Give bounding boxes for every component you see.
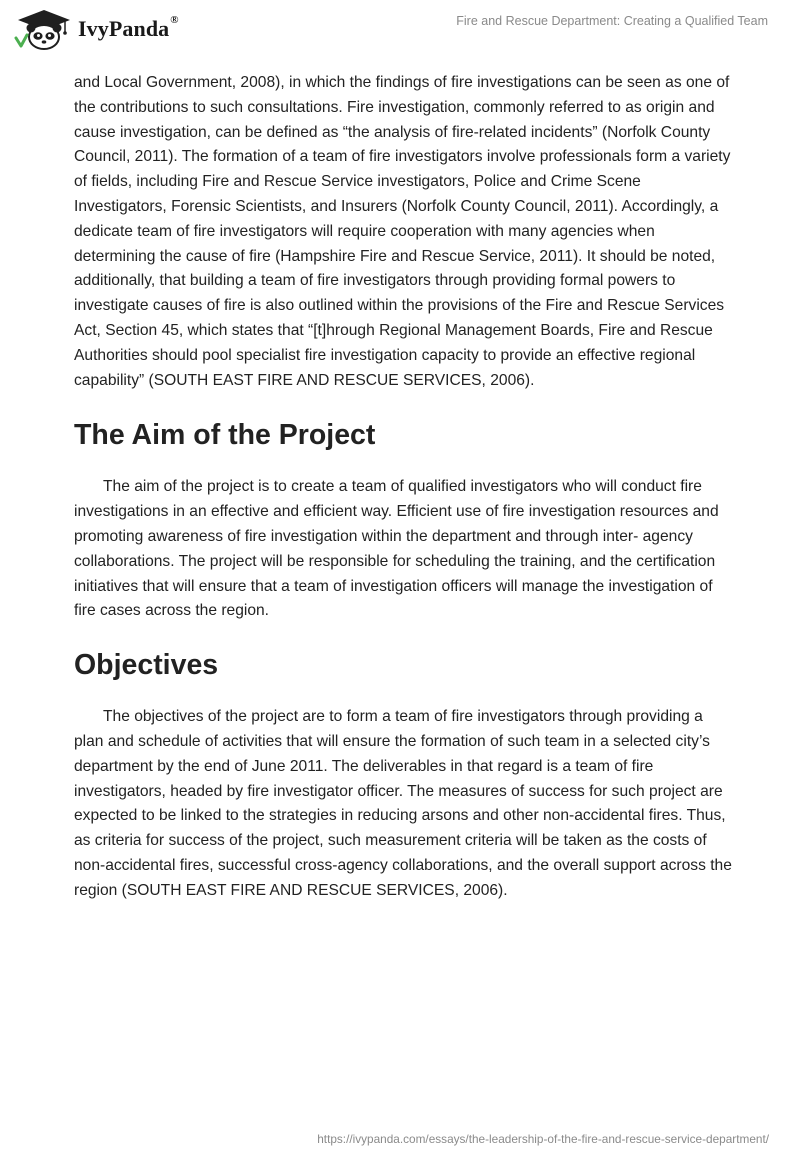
running-title: Fire and Rescue Department: Creating a Qualified Team (456, 14, 768, 28)
document-body (74, 71, 734, 904)
ivypanda-logo[interactable] (14, 8, 179, 50)
intro-paragraph: and Local Government, 2008), in which the findings of fire investigations can be seen as one of the contributions to such consultations. Fire investigation, commonly referred to as origin and cause investigation, can be defined as “the analysis of fire-related incidents” (Norfolk County Council, 2011). The formation of a team of fire investigators involve professionals form a variety of fields, including Fire and Rescue Service investigators, Police and Crime Scene Investigators, Forensic Scientists, and Insurers (Norfolk County Council, 2011). Accordingly, a dedicate team of fire investigators will require cooperation with many agencies when determining the cause of fire (Hampshire Fire and Rescue Service, 2011). It should be noted, additionally, that building a team of fire investigators through providing formal powers to investigate causes of fire is also outlined within the provisions of the Fire and Rescue Services Act, Section 45, which states that “[t]hrough Regional Management Boards, Fire and Rescue Authorities should pool specialist fire investigation capacity to provide an effective regional capability” (SOUTH EAST FIRE AND RESCUE SERVICES, 2006). (74, 74, 731, 389)
source-url-link[interactable]: https://ivypanda.com/essays/the-leadership-of-the-fire-and-rescue-service-department/ (317, 1132, 769, 1146)
objectives-paragraph: The objectives of the project are to form a team of fire investigators through providing a plan and schedule of activities that will ensure the formation of such team in a selected city’s department by the end of June 2011. The deliverables in that regard is a team of fire investigators, headed by fire investigator officer. The measures of success for such project are expected to be linked to the strategies in reducing arsons and other non-accidental fires. Thus, as criteria for success of the project, such measurement criteria will be taken as the costs of non-accidental fires, successful cross-agency collaborations, and the overall support across the region (SOUTH EAST FIRE AND RESCUE SERVICES, 2006). (74, 708, 732, 899)
panda-graduate-icon (14, 8, 72, 50)
logo-wordmark: IvyPanda (78, 16, 170, 41)
aim-heading: The Aim of the Project (74, 419, 376, 452)
objectives-heading: Objectives (74, 649, 219, 682)
page-header (0, 0, 800, 62)
logo-text (78, 16, 179, 42)
registered-mark: ® (170, 14, 179, 26)
aim-paragraph: The aim of the project is to create a team of qualified investigators who will conduct fire investigations in an effective and efficient way. Efficient use of fire investigation resources and promoting awareness of fire investigation within the department and through inter- agency collaborations. The project will be responsible for scheduling the training, and the certification initiatives that will ensure that a team of investigation officers will manage the investigation of fire cases across the region. (74, 478, 719, 620)
